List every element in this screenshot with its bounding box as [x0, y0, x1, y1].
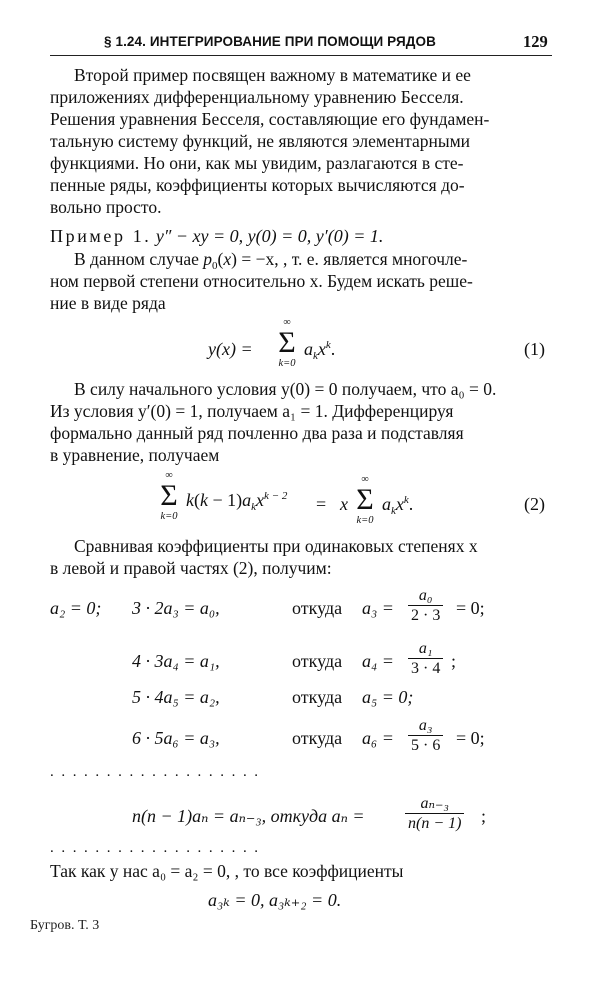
text-line: тальную систему функций, не являются элементарными — [50, 131, 471, 151]
where-word: откуда — [292, 687, 343, 707]
coef-row-2: 4 · 3a₄ = a₁, — [132, 651, 220, 671]
coef-row-1: 3 · 2a₃ = a₀, — [132, 598, 220, 618]
intro-paragraph — [50, 64, 552, 218]
coef-result-2: a₄ = — [362, 651, 394, 671]
fraction-general: $\frac{\text{aₙ₋₃}}{n(n - 1)}$ — [405, 794, 464, 833]
example-heading — [50, 226, 383, 247]
general-tail: ; — [481, 806, 487, 826]
paragraph-2 — [50, 378, 552, 466]
footer-signature: Бугров. Т. 3 — [30, 918, 100, 933]
final-formula: a₃ₖ = 0, a₃ₖ₊₂ = 0. — [208, 890, 342, 910]
coef-row-3: 5 · 4a₅ = a₂, — [132, 687, 220, 707]
text-line: в левой и правой частях (2), получим: — [50, 558, 332, 578]
text-line: Второй пример посвящен важному в математике и ее — [74, 65, 471, 85]
text-line: ном первой степени относительно x. Будем искать решe- — [50, 271, 473, 291]
text-line: Из условия y′(0) = 1, получаем a₁ = 1. Дифференцируя — [50, 401, 454, 421]
text-line: приложениях дифференциальному уравнению Бесселя. — [50, 87, 464, 107]
sum-sign: ∞ Σ k=0 — [160, 470, 178, 522]
equation-number-2: (2) — [524, 494, 545, 514]
coef-row-4: 6 · 5a₆ = a₃, — [132, 728, 220, 748]
ellipsis-row: ................... — [50, 840, 266, 856]
coef-tail-1: = 0; — [456, 598, 485, 618]
text-line: Так как у нас a₀ = a₂ = 0, , то все коэффициенты — [50, 861, 404, 881]
general-relation: n(n − 1)aₙ = aₙ₋₃, откуда aₙ = — [132, 806, 365, 826]
fraction-2: $\frac{\text{a₁}}{3 \cdot 4}$ — [408, 639, 443, 678]
sum-sign: ∞ Σ k=0 — [278, 317, 296, 369]
equation-1-lhs: y(x) = — [208, 339, 253, 359]
fraction-1: $\frac{\text{a₀}}{2 \cdot 3}$ — [408, 586, 443, 625]
text-line: в уравнение, получаем — [50, 445, 220, 465]
equation-2-x: x — [340, 494, 348, 514]
header-rule — [50, 55, 552, 56]
coef-result-4: a₆ = — [362, 728, 394, 748]
equation-2-lhs: $k(k - 1)a_kx^{k - 2}$ — [186, 490, 288, 513]
ellipsis-row: ................... — [50, 764, 266, 780]
text-line: В силу начального условия y(0) = 0 получаем, что a₀ = 0. — [74, 379, 497, 399]
equation-2-rhs: $a_kx^k$. — [382, 494, 414, 517]
equation-number-1: (1) — [524, 339, 545, 359]
text-line: функциями. Но они, как мы увидим, разлагаются в сте- — [50, 153, 464, 173]
text-line: вольно просто. — [50, 197, 162, 217]
where-word: откуда — [292, 728, 343, 748]
paragraph-4 — [50, 860, 552, 882]
coef-tail-4: = 0; — [456, 728, 485, 748]
example-label: Пример 1. — [50, 226, 152, 246]
paragraph-3 — [50, 535, 552, 579]
example-equation: y″ − xy = 0, y(0) = 0, y′(0) = 1. — [155, 226, 384, 246]
equation-2-eq: = — [316, 494, 327, 514]
running-header: § 1.24. ИНТЕГРИРОВАНИЕ ПРИ ПОМОЩИ РЯДОВ — [104, 34, 436, 49]
text-line: В данном случае $p_0(x) = -x$, , т. е. является многочле- — [74, 249, 468, 272]
page-number: 129 — [523, 32, 548, 51]
sum-sign: ∞ Σ k=0 — [356, 474, 374, 526]
coef-tail-2: ; — [451, 651, 457, 671]
where-word: откуда — [292, 598, 343, 618]
where-word: откуда — [292, 651, 343, 671]
coef-result-3: a₅ = 0; — [362, 687, 414, 707]
paragraph-1 — [50, 248, 552, 314]
coef-a2: a₂ = 0; — [50, 598, 102, 618]
fraction-4: $\frac{\text{a₃}}{5 \cdot 6}$ — [408, 716, 443, 755]
coef-result-1: a₃ = — [362, 598, 394, 618]
text-line: формально данный ряд почленно два раза и подставляя — [50, 423, 464, 443]
text-line: Решения уравнения Бесселя, составляющие его фундамен- — [50, 109, 490, 129]
text-line: Сравнивая коэффициенты при одинаковых степенях x — [74, 536, 478, 556]
text-line: ние в виде ряда — [50, 293, 166, 313]
text-line: пенные ряды, коэффициенты которых вычисляются до- — [50, 175, 465, 195]
equation-1-term: $a_kx^k$. — [304, 339, 336, 362]
